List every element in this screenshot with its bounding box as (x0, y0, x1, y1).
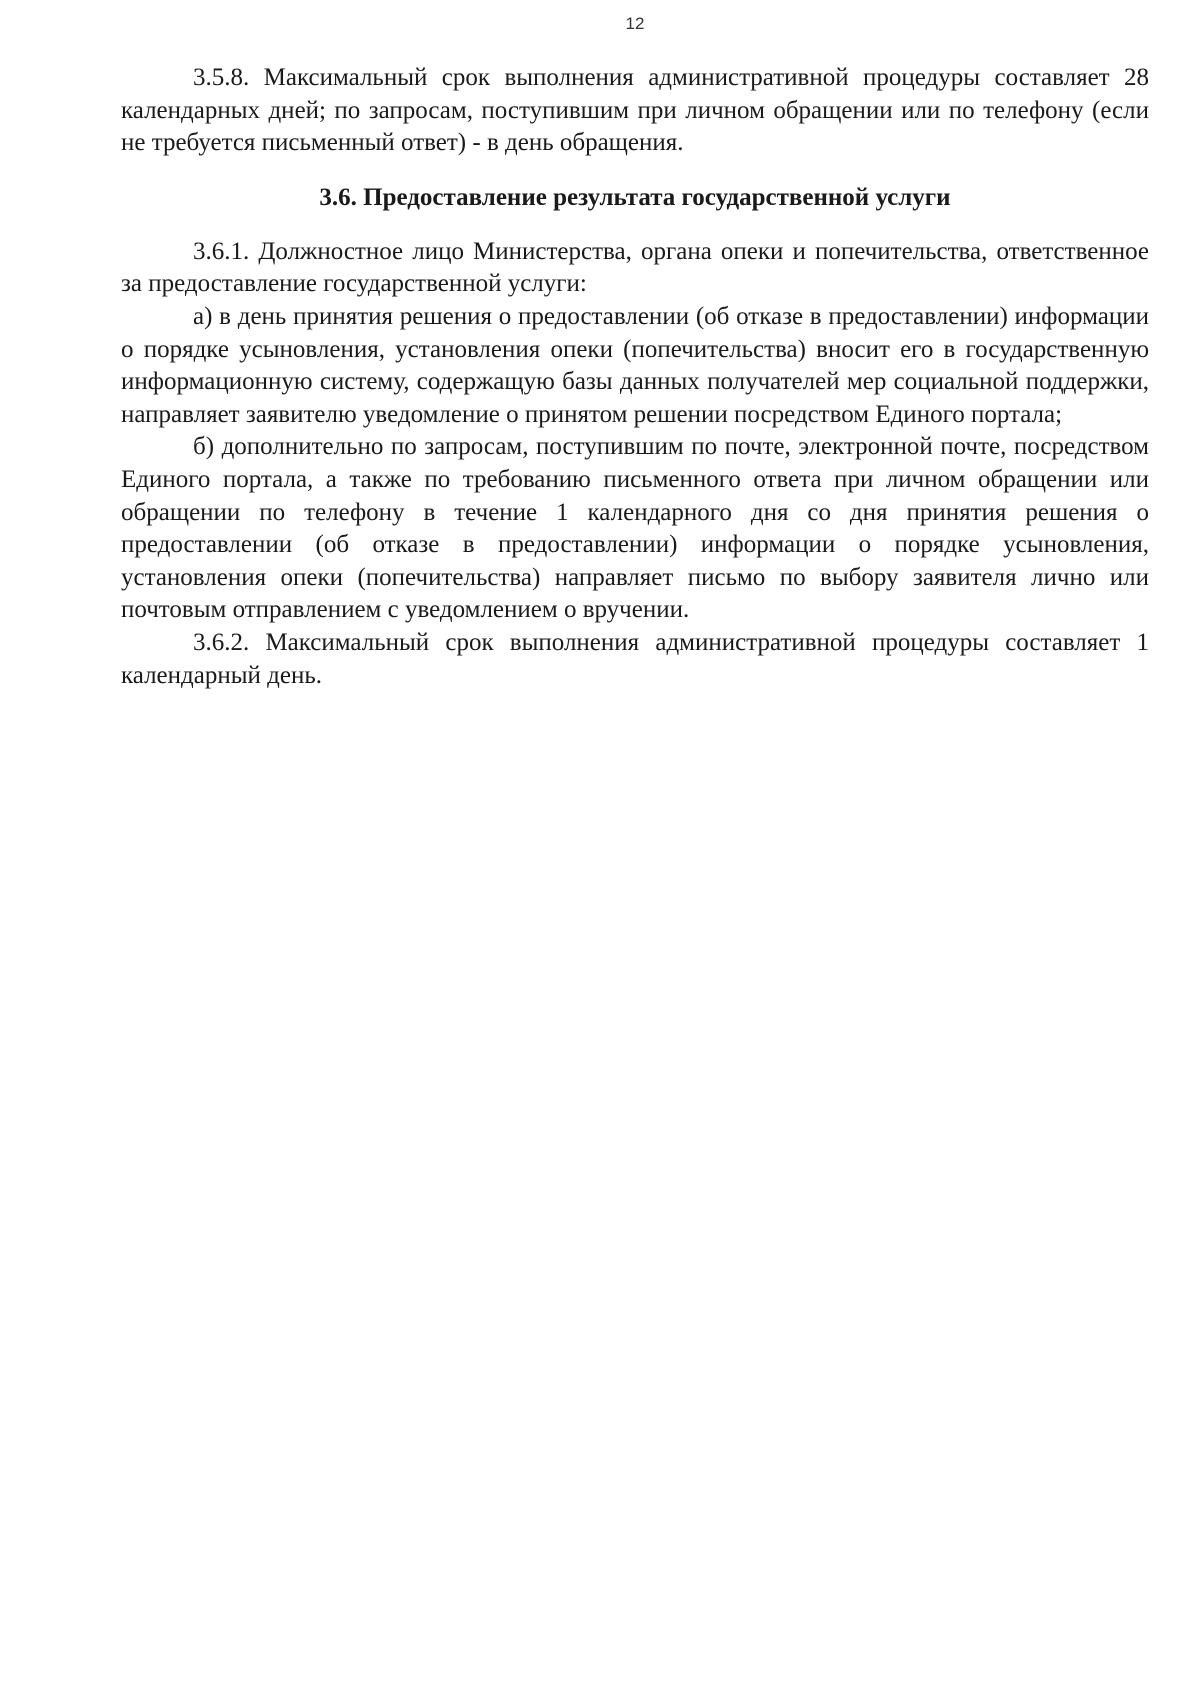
page-number: 12 (625, 14, 645, 33)
section-heading: 3.6. Предоставление результата государственной услуги (319, 183, 951, 211)
paragraph-3-6-1: 3.6.1. Должностное лицо Министерства, органа опеки и попечительства, ответственное за предоставление государственной услуги: (121, 237, 1149, 298)
paragraph-3-6-2: 3.6.2. Максимальный срок выполнения административной процедуры составляет 1 календарный день. (121, 628, 1149, 689)
paragraph-item-b: б) дополнительно по запросам, поступившим по почте, электронной почте, посредством Единого портала, а также по требованию письменного ответа при личном обращении или обращении по телефону в течение 1 календарного дня со дня принятия решения о предоставлении (об отказе в предоставлении) информации о порядке усыновления, установления опеки (попечительства) направляет письмо по выбору заявителя лично или почтовым отправлением с уведомлением о вручении. (121, 433, 1149, 624)
paragraph-3-5-8: 3.5.8. Максимальный срок выполнения административной процедуры составляет 28 календарных дней; по запросам, поступившим при личном обращении или по телефону (если не требуется письменный ответ) - в день обращения. (121, 64, 1149, 157)
paragraph-item-a: а) в день принятия решения о предоставлении (об отказе в предоставлении) информации о порядке усыновления, установления опеки (попечительства) вносит его в государственную информационную систему, содержащую базы данных получателей мер социальной поддержки, направляет заявителю уведомление о принятом решении посредством Единого портала; (121, 302, 1149, 428)
document-body (121, 62, 1149, 692)
